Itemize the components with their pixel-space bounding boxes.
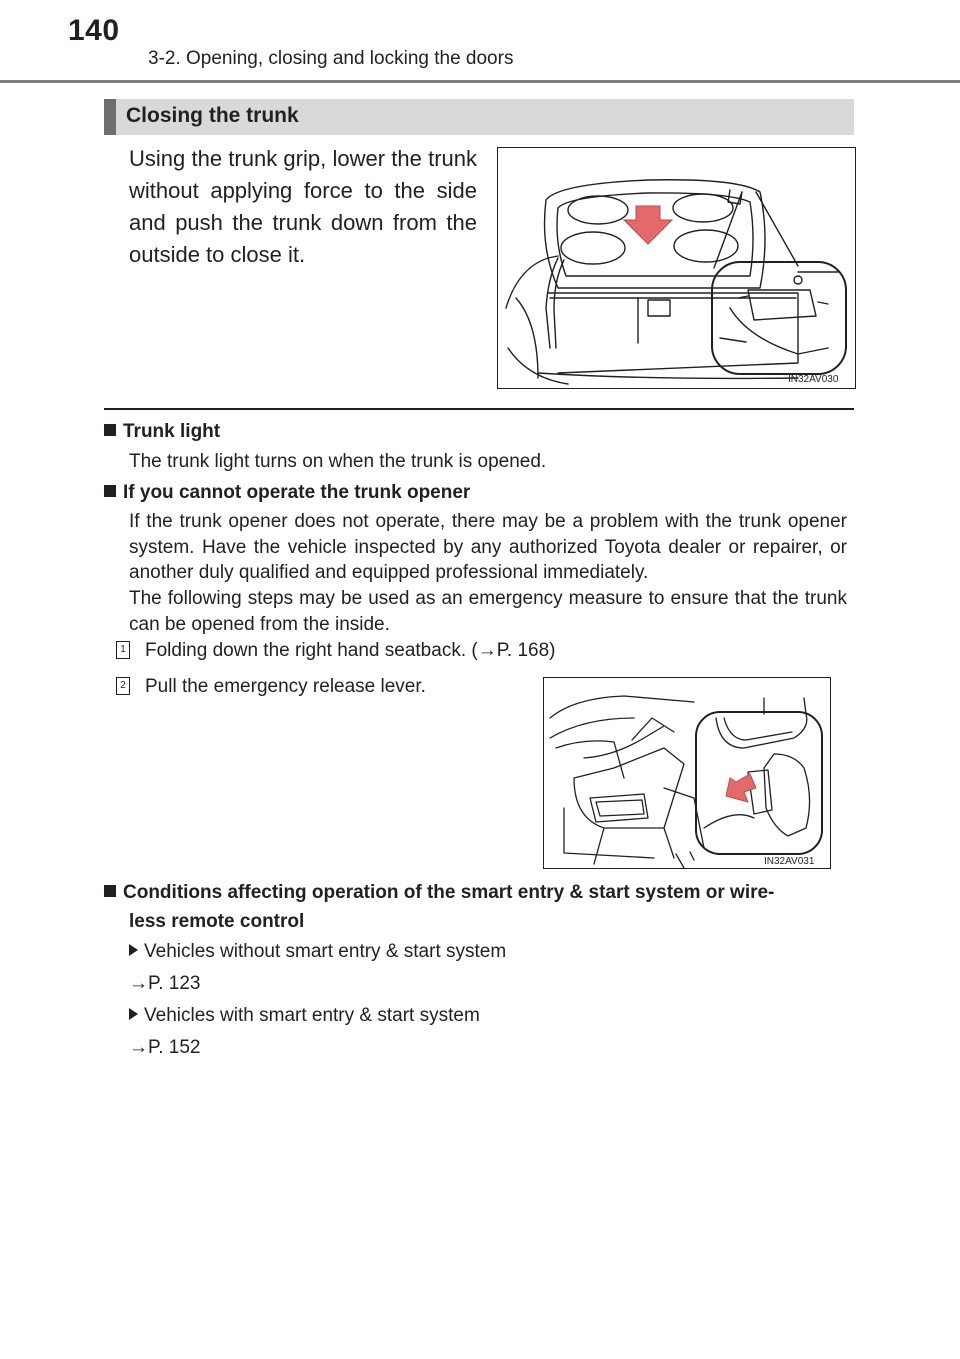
intro-paragraph: Using the trunk grip, lower the trunk without applying force to the side and push the trunk down from the outside to close it. [129,146,477,267]
condition-item-2: Vehicles with smart entry & start system [129,1005,480,1027]
header-rule [0,80,960,83]
triangle-bullet-icon [129,1008,138,1020]
opener-paragraph-2: The following steps may be used as an emergency measure to ensure that the trunk can be opened from the inside. [129,588,847,635]
triangle-bullet-icon [129,944,138,956]
step-number-2: 2 [116,677,130,695]
figure1-code: IN32AV030 [788,374,839,385]
conditions-heading: Conditions affecting operation of the smart entry & start system or wire- [104,882,854,904]
section-bar-accent [104,99,116,135]
square-bullet-icon [104,485,116,497]
square-bullet-icon [104,885,116,897]
emergency-release-illustration [543,677,831,869]
opener-heading: If you cannot operate the trunk opener [104,482,470,504]
condition-ref-2: →P. 152 [129,1037,201,1058]
section-title: Closing the trunk [126,104,299,127]
opener-paragraph-1: If the trunk opener does not operate, there may be a problem with the trunk opener system. Have the vehicle inspected by any authorized Toyota dealer or repairer, or another duly qualified and equipped professional immediately. [129,511,847,583]
conditions-heading-line-2: less remote control [129,911,305,932]
chapter-title: 3-2. Opening, closing and locking the doors [148,48,514,69]
square-bullet-icon [104,424,116,436]
step-text-1: Folding down the right hand seatback. (→P. 168) [145,640,556,661]
condition-ref-1: →P. 123 [129,973,201,994]
page-number: 140 [68,14,120,47]
section-divider [104,408,854,410]
condition-item-1: Vehicles without smart entry & start system [129,941,506,963]
figure2-code: IN32AV031 [764,856,815,867]
trunk-closing-illustration [497,147,856,389]
step-number-1: 1 [116,641,130,659]
step-text-2: Pull the emergency release lever. [145,676,426,697]
trunk-light-text: The trunk light turns on when the trunk is opened. [129,451,547,472]
trunk-light-heading: Trunk light [104,421,220,443]
